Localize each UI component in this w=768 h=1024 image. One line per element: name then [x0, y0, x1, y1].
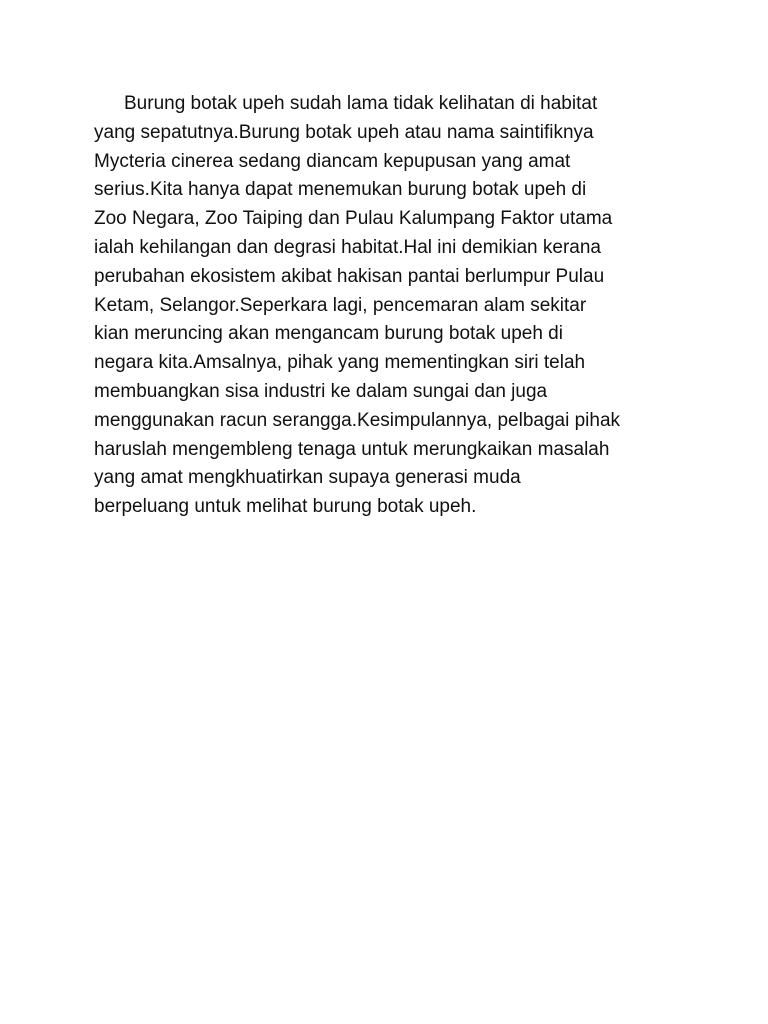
paragraph-line: berpeluang untuk melihat burung botak upeh. — [94, 496, 477, 518]
paragraph-line: perubahan ekosistem akibat hakisan pantai berlumpur Pulau — [94, 265, 605, 287]
paragraph-line: yang amat mengkhuatirkan supaya generasi muda — [94, 467, 521, 489]
paragraph-line: Burung botak upeh sudah lama tidak kelihatan di habitat — [124, 93, 598, 114]
paragraph-line: Ketam, Selangor.Seperkara lagi, pencemaran alam sekitar — [94, 294, 587, 316]
paragraph-line: yang sepatutnya.Burung botak upeh atau nama saintifiknya — [94, 121, 594, 143]
paragraph-line: Zoo Negara, Zoo Taiping dan Pulau Kalumpang Faktor utama — [94, 208, 613, 230]
paragraph-line: menggunakan racun serangga.Kesimpulannya, pelbagai pihak — [94, 409, 621, 431]
paragraph-line: kian meruncing akan mengancam burung botak upeh di — [94, 323, 563, 345]
paragraph-line: membuangkan sisa industri ke dalam sungai dan juga — [94, 380, 548, 402]
paragraph-line: Mycteria cinerea sedang diancam kepupusan yang amat — [94, 150, 571, 172]
paragraph-line: negara kita.Amsalnya, pihak yang mementingkan siri telah — [94, 352, 586, 374]
paragraph-line: haruslah mengembleng tenaga untuk merungkaikan masalah — [94, 438, 610, 460]
paragraph-line: ialah kehilangan dan degrasi habitat.Hal ini demikian kerana — [94, 236, 601, 258]
body-paragraph — [94, 90, 694, 522]
paragraph-line: serius.Kita hanya dapat menemukan burung botak upeh di — [94, 179, 587, 201]
